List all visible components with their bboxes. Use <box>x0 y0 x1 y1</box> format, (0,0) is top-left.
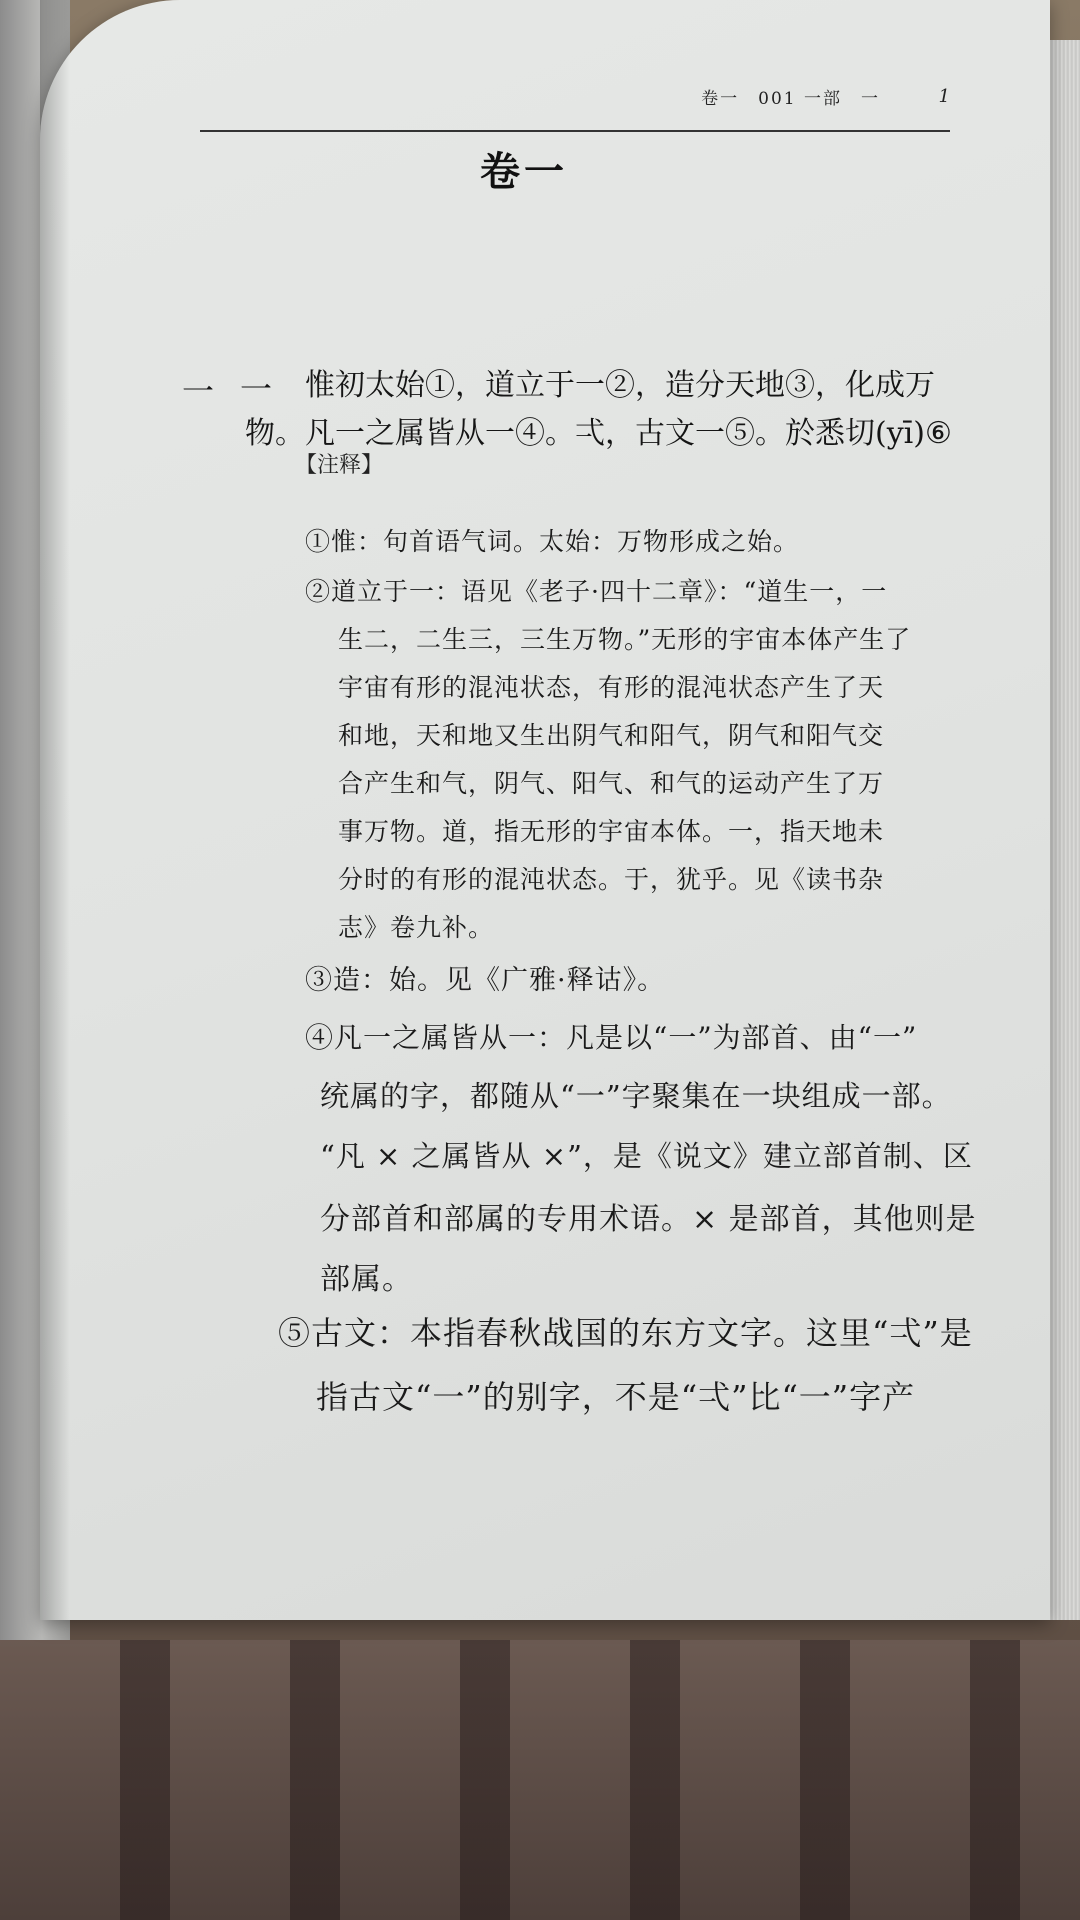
chapter-title: 卷一 <box>480 148 568 195</box>
page-header <box>200 80 950 132</box>
note-4-line: ④凡一之属皆从一：凡是以“一”为部首、由“一” <box>305 1021 918 1054</box>
note-2-line: 分时的有形的混沌状态。于，犹乎。见《读书杂 <box>338 865 885 894</box>
entry-text-line-2: 物。凡一之属皆从一④。弌，古文一⑤。於悉切(yī)⑥ <box>245 416 952 451</box>
note-3: ③造：始。见《广雅·释诂》。 <box>305 965 666 996</box>
notes-label: 【注释】 <box>295 453 384 478</box>
note-2-line: 生二，二生三，三生万物。”无形的宇宙本体产生了 <box>338 625 912 654</box>
note-4-line: 分部首和部属的专用术语。× 是部首，其他则是 <box>320 1202 977 1237</box>
note-2-line: 和地，天和地又生出阴气和阳气，阴气和阳气交 <box>338 721 885 750</box>
note-4-line: 统属的字，都随从“一”字聚集在一块组成一部。 <box>320 1079 952 1113</box>
note-2-line: 合产生和气，阴气、阳气、和气的运动产生了万 <box>338 769 885 798</box>
gutter-shadow <box>40 0 70 1620</box>
page-number: 1 <box>938 86 950 107</box>
note-5-line: ⑤古文：本指春秋战国的东方文字。这里“弌”是 <box>278 1314 973 1352</box>
note-2-line: 事万物。道，指无形的宇宙本体。一，指天地未 <box>338 817 885 846</box>
note-2-line: 志》卷九补。 <box>338 913 495 942</box>
note-2-line: 宇宙有形的混沌状态，有形的混沌状态产生了天 <box>338 673 885 702</box>
note-5-line: 指古文“一”的别字，不是“弌”比“一”字产 <box>316 1378 916 1416</box>
note-2-line: ②道立于一：语见《老子·四十二章》：“道生一，一 <box>305 577 888 606</box>
entry-headword: 一 <box>240 370 273 408</box>
note-4-line: 部属。 <box>320 1262 413 1297</box>
entry-character: 一 <box>182 372 215 410</box>
note-4-line: “凡 × 之属皆从 ×”，是《说文》建立部首制、区 <box>320 1139 973 1173</box>
running-head: 卷一 001 一部 一 <box>701 89 880 109</box>
entry-text-line-1: 惟初太始①，道立于一②，造分天地③，化成万 <box>305 368 935 403</box>
tablecloth <box>0 1640 1080 1920</box>
note-1: ①惟：句首语气词。太始：万物形成之始。 <box>305 527 800 556</box>
book-page <box>40 0 1050 1620</box>
